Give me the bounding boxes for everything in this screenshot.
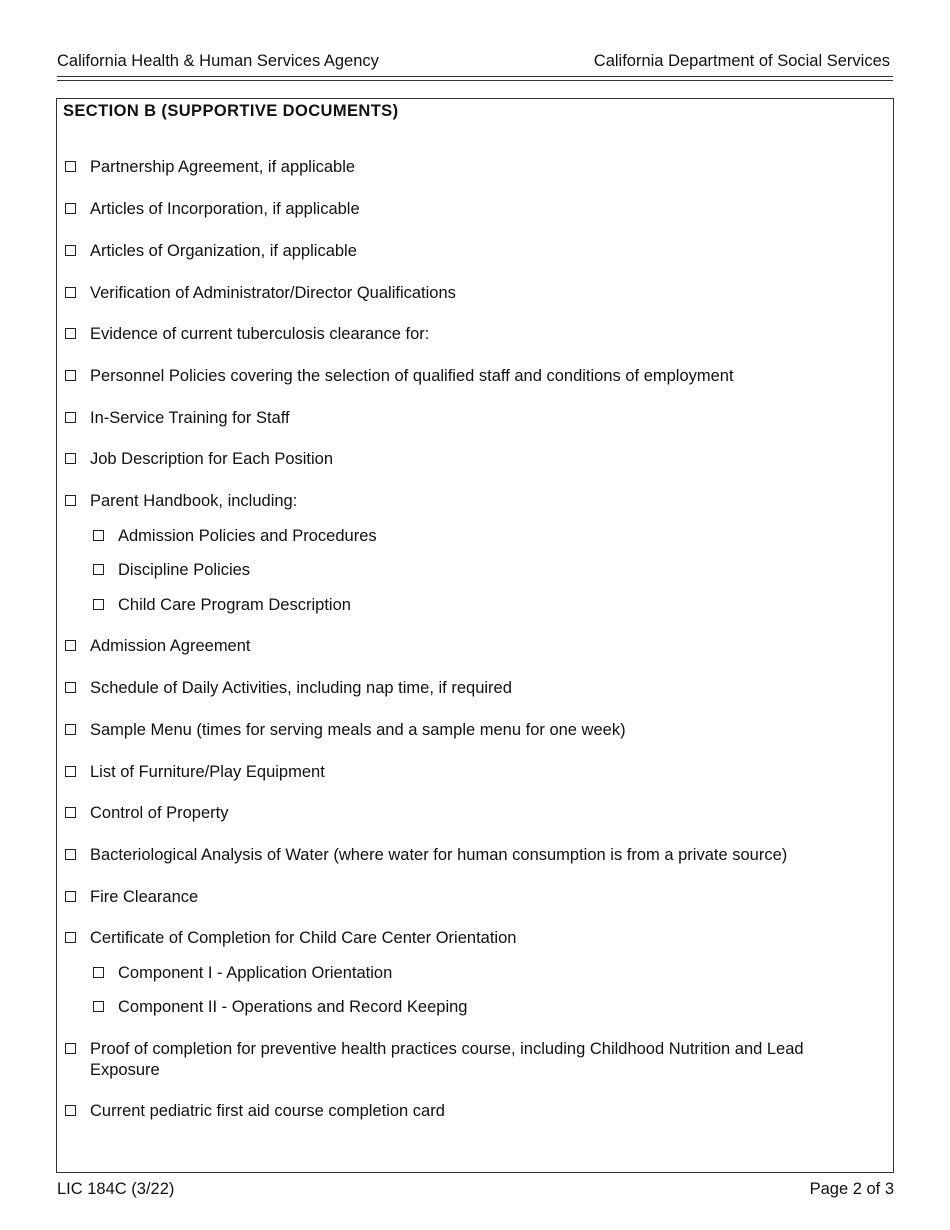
checklist-label: Proof of completion for preventive health practices course, including Childhood Nutrition and Lead Exposure: [90, 1040, 804, 1079]
checkbox[interactable]: [65, 1043, 76, 1054]
checklist-label: Partnership Agreement, if applicable: [90, 158, 356, 176]
checklist-label: Control of Property: [90, 804, 229, 822]
checkbox[interactable]: [65, 640, 76, 651]
checkbox[interactable]: [65, 287, 76, 298]
checkbox[interactable]: [93, 530, 104, 541]
header-rule-top: [57, 76, 893, 77]
checkbox[interactable]: [65, 891, 76, 902]
checklist-label: Verification of Administrator/Director Qualifications: [90, 284, 456, 302]
page-number: Page 2 of 3: [809, 1180, 894, 1198]
checklist-label: Sample Menu (times for serving meals and a sample menu for one week): [90, 721, 626, 739]
checklist-label: Bacteriological Analysis of Water (where water for human consumption is from a private source): [90, 846, 788, 864]
checklist-label: Admission Agreement: [90, 637, 251, 655]
checklist-label: Component II - Operations and Record Keeping: [118, 998, 468, 1016]
section-title: SECTION B (SUPPORTIVE DOCUMENTS): [63, 102, 399, 120]
checklist-label: Child Care Program Description: [118, 596, 351, 614]
checkbox[interactable]: [65, 724, 76, 735]
header-rule-bottom: [57, 80, 893, 81]
checkbox[interactable]: [93, 1001, 104, 1012]
checklist-label: Job Description for Each Position: [90, 450, 334, 468]
checkbox[interactable]: [93, 967, 104, 978]
checklist-label: Articles of Incorporation, if applicable: [90, 200, 360, 218]
checklist-label: Evidence of current tuberculosis clearance for:: [90, 325, 430, 343]
checklist-label: In-Service Training for Staff: [90, 409, 290, 427]
checklist-label: Fire Clearance: [90, 888, 199, 906]
header-department: California Department of Social Services: [593, 52, 890, 70]
checkbox[interactable]: [93, 599, 104, 610]
checklist-label: Certificate of Completion for Child Care Center Orientation: [90, 929, 517, 947]
checkbox[interactable]: [65, 932, 76, 943]
checkbox[interactable]: [65, 453, 76, 464]
checkbox[interactable]: [65, 766, 76, 777]
checklist-label: Articles of Organization, if applicable: [90, 242, 357, 260]
checkbox[interactable]: [65, 370, 76, 381]
checkbox[interactable]: [65, 161, 76, 172]
checklist-label: Schedule of Daily Activities, including nap time, if required: [90, 679, 512, 697]
checkbox[interactable]: [65, 849, 76, 860]
checkbox[interactable]: [65, 682, 76, 693]
checklist-label: Personnel Policies covering the selection of qualified staff and conditions of employment: [90, 367, 734, 385]
checkbox[interactable]: [65, 203, 76, 214]
checklist-label: Admission Policies and Procedures: [118, 527, 377, 545]
checkbox[interactable]: [65, 412, 76, 423]
checkbox[interactable]: [93, 564, 104, 575]
checklist-label: Discipline Policies: [118, 561, 251, 579]
checklist-label: Current pediatric first aid course completion card: [90, 1102, 445, 1120]
checklist-label: Component I - Application Orientation: [118, 964, 393, 982]
header-agency: California Health & Human Services Agency: [57, 52, 379, 70]
checkbox[interactable]: [65, 328, 76, 339]
checkbox[interactable]: [65, 807, 76, 818]
checklist-label: List of Furniture/Play Equipment: [90, 763, 325, 781]
form-id: LIC 184C (3/22): [57, 1180, 175, 1198]
checkbox[interactable]: [65, 495, 76, 506]
checkbox[interactable]: [65, 1105, 76, 1116]
checkbox[interactable]: [65, 245, 76, 256]
checklist-label: Parent Handbook, including:: [90, 492, 298, 510]
